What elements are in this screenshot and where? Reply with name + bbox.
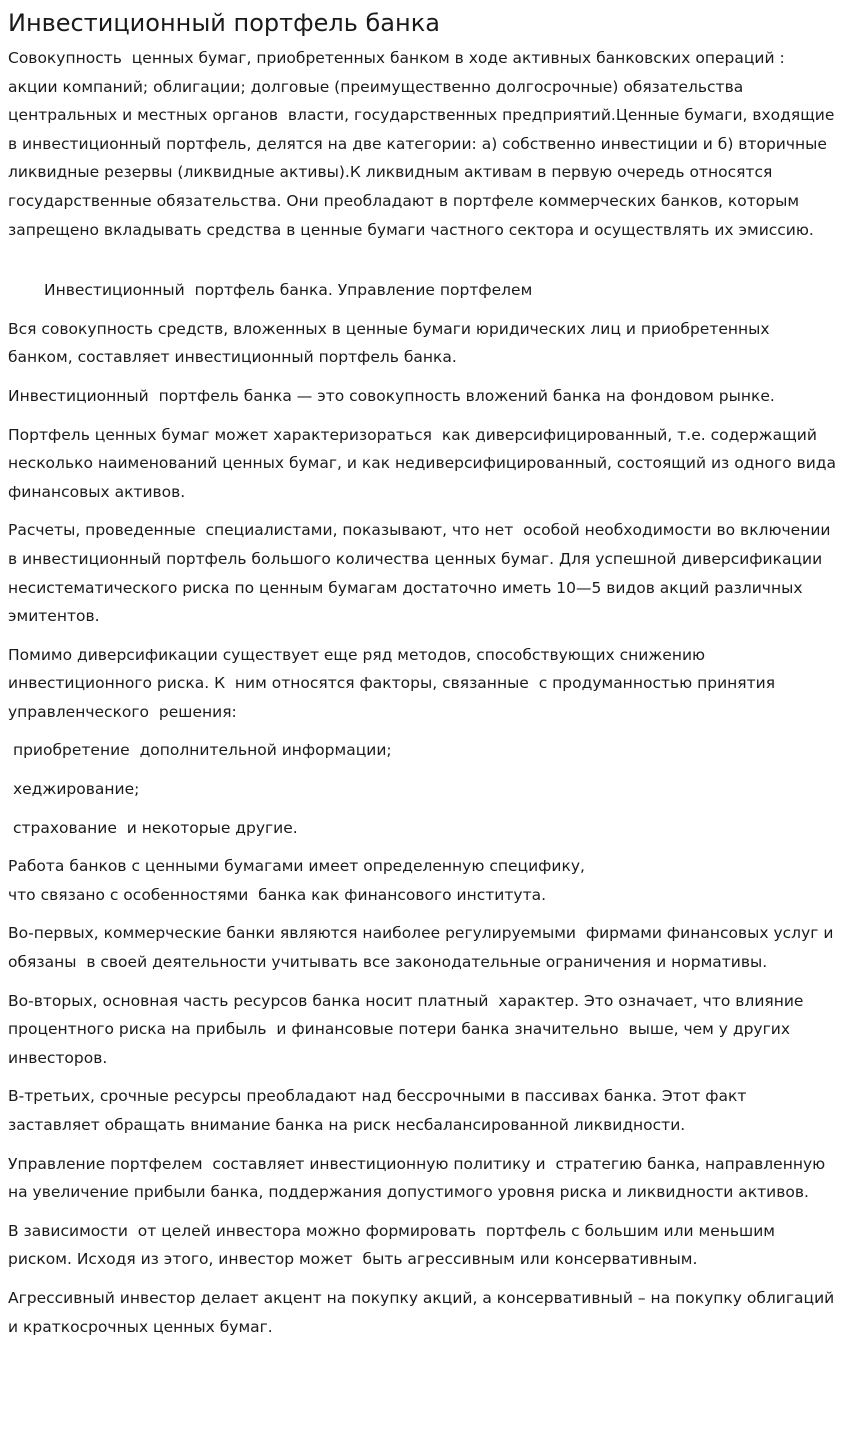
paragraph: Портфель ценных бумаг может характеризораться как диверсифицированный, т.е. содержащий несколько наименований ценных бумаг, и как недиверсифицированный, состоящий из одного вида финансовых активов.	[8, 425, 841, 501]
paragraph: Помимо диверсификации существует еще ряд методов, способствующих снижению инвестиционного риска. К ним относятся факторы, связанные с продуманностью принятия управленческого решения:	[8, 645, 780, 721]
paragraph: Управление портфелем составляет инвестиционную политику и стратегию банка, направленную на увеличение прибыли банка, поддержания допустимого уровня риска и ликвидности активов.	[8, 1154, 831, 1202]
intro-paragraph: Совокупность ценных бумаг, приобретенных банком в ходе активных банковских операций : акции компаний; облигации; долговые (преимущественно долгосрочные) обязательства центральных и местных органов власти, государственных предприятий.Ценные бумаги, входящие в инвестиционный портфель, делятся на две категории: а) собственно инвестиции и б) вторичные ликвидные резервы (ликвидные активы).К ликвидным активам в первую очередь относятся государственные обязательства. Они преобладают в портфеле коммерческих банков, которым запрещено вкладывать средства в ценные бумаги частного сектора и осуществлять их эмиссию.	[8, 49, 840, 239]
paragraph: В-третьих, срочные ресурсы преобладают над бессрочными в пассивах банка. Этот факт заставляет обращать внимание банка на риск несбалансированной ликвидности.	[8, 1087, 752, 1134]
paragraph: Во-первых, коммерческие банки являются наиболее регулируемыми фирмами финансовых услуг и обязаны в своей деятельности учитывать все законодательные ограничения и нормативы.	[8, 924, 839, 972]
list-item: страхование и некоторые другие.	[8, 818, 298, 837]
page-title: Инвестиционный портфель банка	[8, 9, 440, 37]
paragraph: Инвестиционный портфель банка — это совокупность вложений банка на фондовом рынке.	[8, 386, 775, 405]
list-item: хеджирование;	[8, 780, 140, 799]
paragraph: Расчеты, проведенные специалистами, показывают, что нет особой необходимости во включении в инвестиционный портфель большого количества ценных бумаг. Для успешной диверсификации несистематического риска по ценным бумагам достаточно иметь 10—5 видов акций различных эмитентов.	[8, 521, 841, 626]
paragraph: Агрессивный инвестор делает акцент на покупку акций, а консервативный – на покупку облигаций и краткосрочных ценных бумаг.	[8, 1288, 840, 1336]
paragraph: В зависимости от целей инвестора можно формировать портфель с большим или меньшим риском. Исходя из этого, инвестор может быть агрессивным или консервативным.	[8, 1221, 780, 1269]
paragraph: Работа банков с ценными бумагами имеет определенную специфику, что связано с особенностями банка как финансового института.	[8, 857, 585, 904]
section-subheading: Инвестиционный портфель банка. Управление портфелем	[44, 281, 533, 300]
list-item: приобретение дополнительной информации;	[8, 741, 392, 760]
paragraph: Во-вторых, основная часть ресурсов банка носит платный характер. Это означает, что влияние процентного риска на прибыль и финансовые потери банка значительно выше, чем у других инвесторов.	[8, 991, 809, 1067]
paragraph: Вся совокупность средств, вложенных в ценные бумаги юридических лиц и приобретенных банком, составляет инвестиционный портфель банка.	[8, 319, 775, 367]
